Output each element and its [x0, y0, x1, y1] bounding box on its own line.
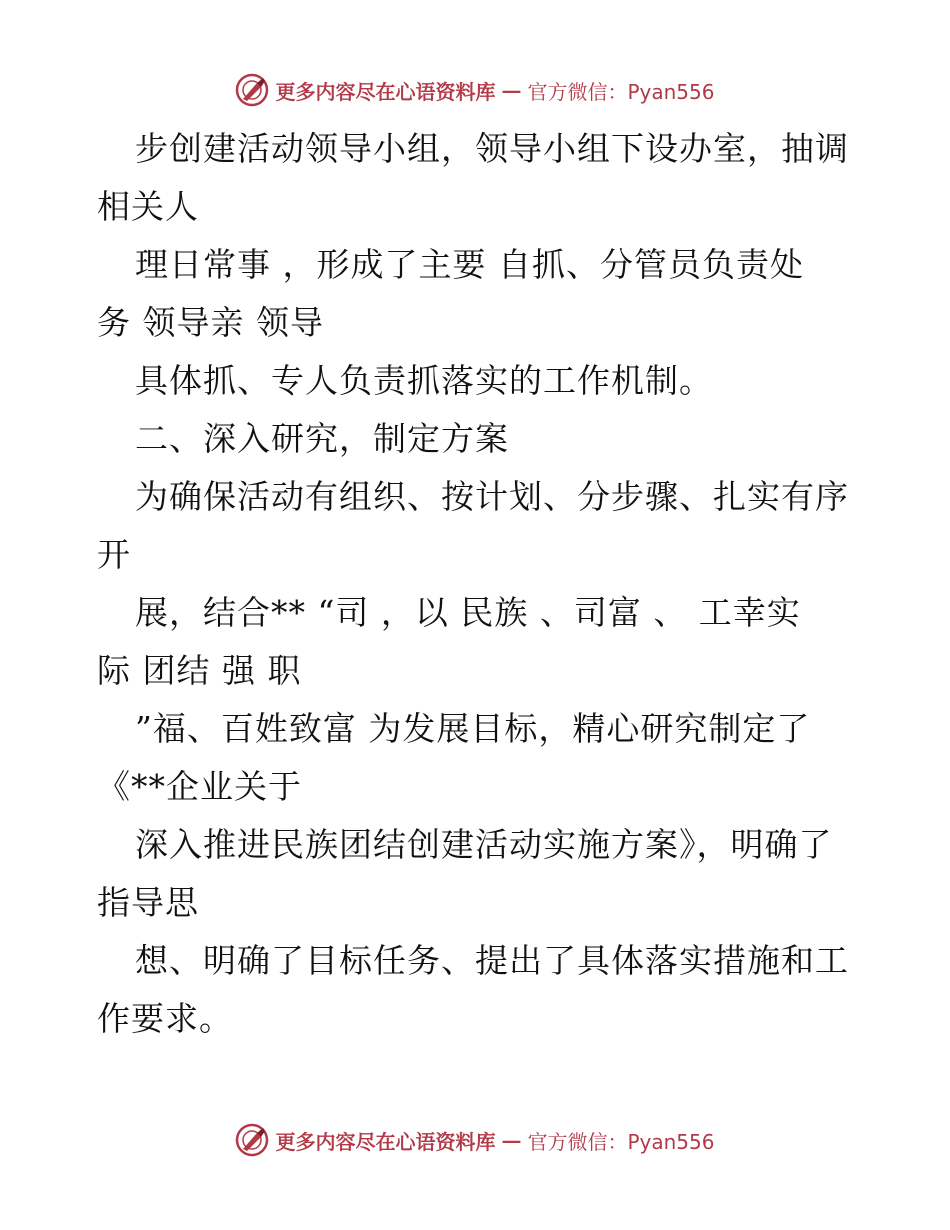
pen-logo-icon: [235, 73, 269, 107]
header-wechat-text: 官方微信：Pyan556: [527, 79, 715, 104]
header-site-text: 更多内容尽在心语资料库: [275, 79, 496, 104]
header-dash: —: [501, 78, 522, 102]
text-line: 《**企业关于: [97, 767, 302, 806]
text-line: 相关人: [97, 187, 199, 226]
text-line: 开: [97, 535, 131, 574]
text-line: 际 团结 强 职: [97, 651, 302, 690]
text-line: 具体抓、专人负责抓落实的工作机制。: [135, 361, 713, 400]
text-line: 指导思: [97, 883, 199, 922]
footer-wechat-text: 官方微信：Pyan556: [527, 1129, 715, 1154]
text-line: 步创建活动领导小组，领导小组下设办室，抽调: [135, 129, 849, 168]
text-line: ”福、百姓致富 为发展目标，精心研究制定了: [135, 709, 811, 748]
text-line: 想、明确了目标任务、提出了具体落实措施和工: [135, 941, 849, 980]
text-line: 为确保活动有组织、按计划、分步骤、扎实有序: [135, 477, 849, 516]
header-banner: [0, 70, 950, 110]
text-line: 展，结合** “司 ，以 民族 、司富 、 工幸实: [135, 593, 801, 632]
text-line: 作要求。: [97, 999, 233, 1038]
footer-site-text: 更多内容尽在心语资料库: [275, 1129, 496, 1154]
document-body: [97, 120, 857, 1048]
section-heading: 二、深入研究，制定方案: [135, 419, 509, 458]
pen-logo-icon: [235, 1123, 269, 1157]
footer-dash: —: [501, 1128, 522, 1152]
text-line: 务 领导亲 领导: [97, 303, 324, 342]
text-line: 深入推进民族团结创建活动实施方案》，明确了: [135, 825, 833, 864]
text-line: 理日常事 ，形成了主要 自抓、分管员负责处: [135, 245, 804, 284]
footer-banner: [0, 1120, 950, 1160]
